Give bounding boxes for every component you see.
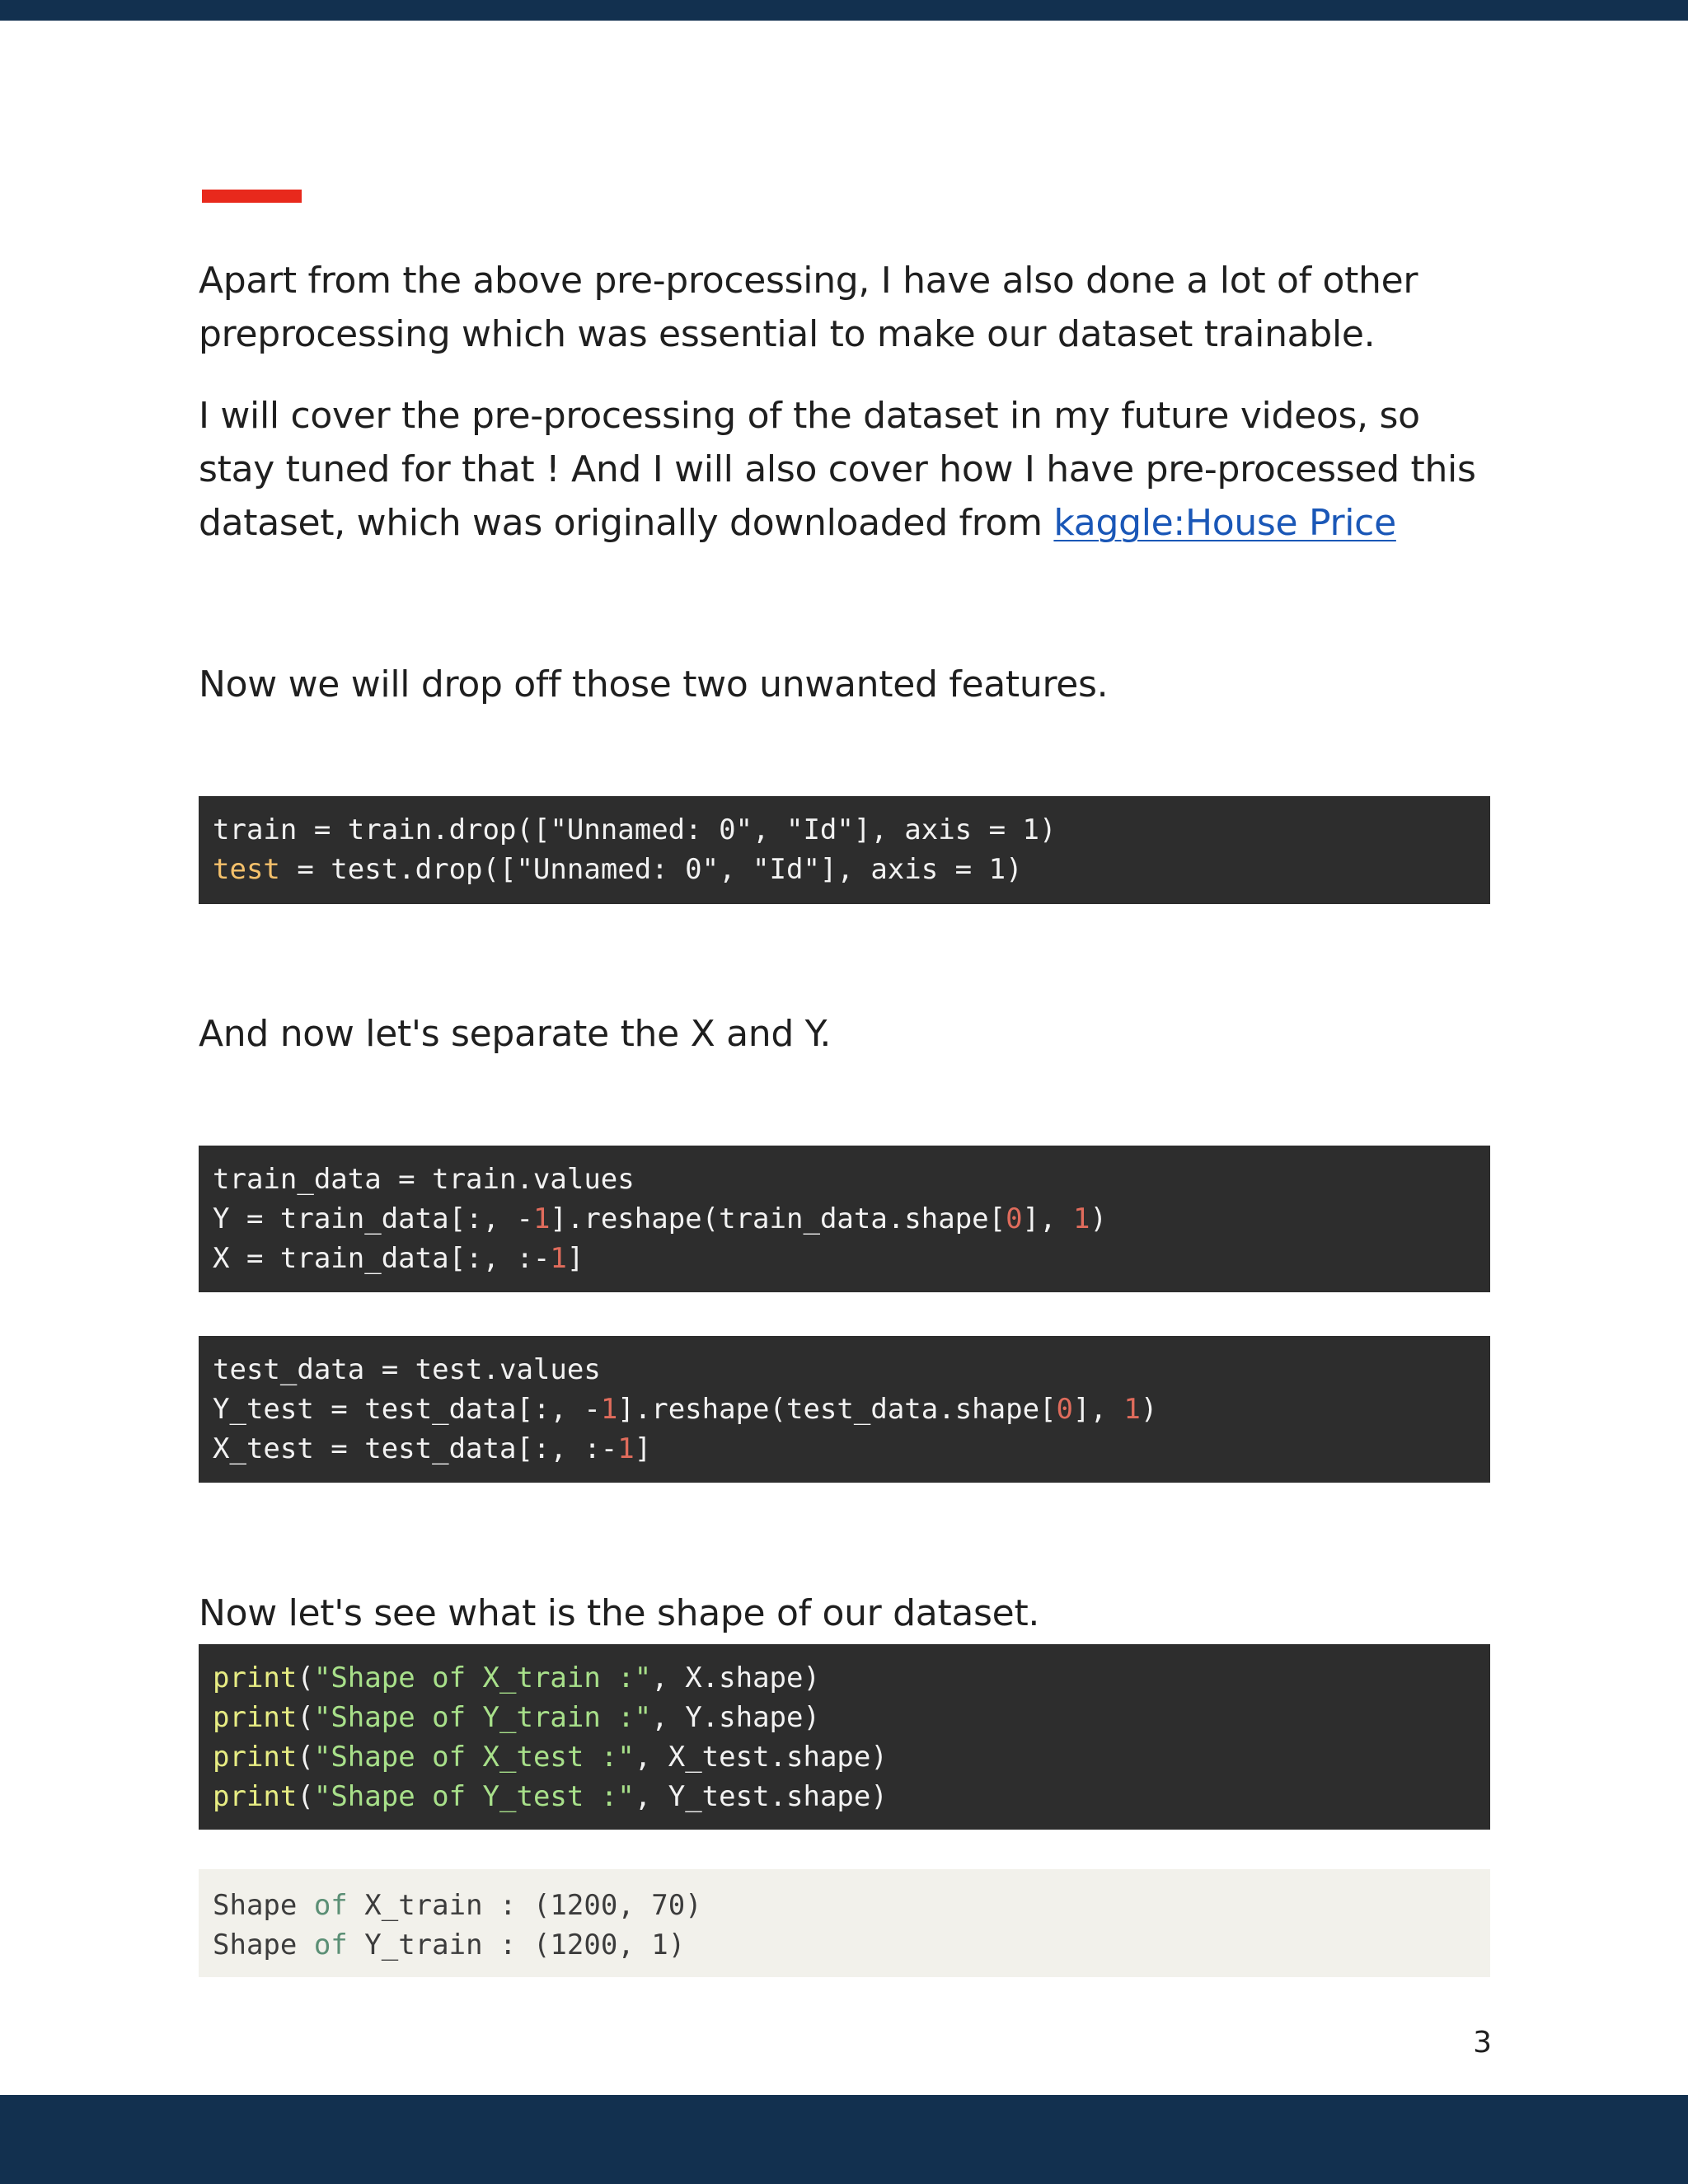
- code-function: print: [213, 1780, 298, 1813]
- code-number: 1: [532, 1202, 551, 1235]
- paragraph-future-videos: [199, 389, 1493, 550]
- code-text: ],: [1022, 1202, 1074, 1235]
- code-line: train_data = train.values: [213, 1163, 635, 1196]
- code-text: ): [1090, 1202, 1107, 1235]
- code-text: ): [1140, 1393, 1158, 1426]
- code-number: 1: [550, 1242, 567, 1275]
- code-block-print-shapes: [199, 1644, 1490, 1830]
- code-number: 1: [600, 1393, 618, 1426]
- output-keyword: of: [313, 1889, 348, 1922]
- output-line: [213, 1925, 1476, 1965]
- code-line: [213, 1239, 1476, 1278]
- code-string: "Shape of X_test :": [313, 1741, 635, 1774]
- kaggle-link[interactable]: kaggle:House Price: [1053, 502, 1396, 544]
- code-string: "Shape of Y_train :": [313, 1701, 652, 1734]
- code-text: ]: [566, 1242, 584, 1275]
- code-text: , X_test.shape): [634, 1741, 888, 1774]
- code-string: "Shape of X_train :": [313, 1661, 652, 1694]
- code-line: print("Shape of X_test :", X_test.shape): [213, 1741, 888, 1774]
- code-text: , Y.shape): [651, 1701, 820, 1734]
- code-line: [213, 1390, 1476, 1429]
- code-number: 1: [617, 1432, 635, 1465]
- output-text: Shape: [213, 1889, 314, 1922]
- code-text: X_test = test_data[:, :-: [213, 1432, 618, 1465]
- code-text: ],: [1073, 1393, 1124, 1426]
- output-keyword: of: [313, 1929, 348, 1961]
- code-line: print("Shape of Y_train :", Y.shape): [213, 1701, 820, 1734]
- top-banner: [0, 0, 1688, 21]
- code-number: 1: [1073, 1202, 1090, 1235]
- output-block: [199, 1869, 1490, 1977]
- accent-dash: [202, 190, 302, 203]
- code-text: ]: [634, 1432, 652, 1465]
- output-text: Shape: [213, 1929, 314, 1961]
- paragraph-future-videos-text: I will cover the pre-processing of the dataset in my future videos, so stay tuned for that ! And I will also cover how I have pre-processed this dataset, which was originally downloaded from: [199, 395, 1476, 544]
- code-function: print: [213, 1741, 298, 1774]
- paragraph-shape: Now let's see what is the shape of our dataset.: [199, 1592, 1040, 1634]
- code-line: [213, 850, 1476, 889]
- code-block-drop: [199, 796, 1490, 904]
- code-line: [213, 1199, 1476, 1239]
- output-line: [213, 1886, 1476, 1925]
- code-text: , Y_test.shape): [634, 1780, 888, 1813]
- code-block-test-split: [199, 1336, 1490, 1483]
- output-text: Y_train : (1200, 1): [347, 1929, 686, 1961]
- code-number: 1: [1123, 1393, 1141, 1426]
- code-text: Y = train_data[:, -: [213, 1202, 533, 1235]
- output-text: X_train : (1200, 70): [347, 1889, 702, 1922]
- code-string: "Shape of Y_test :": [313, 1780, 635, 1813]
- code-line: print("Shape of X_train :", X.shape): [213, 1661, 820, 1694]
- code-number: 0: [1056, 1393, 1073, 1426]
- paragraph-separate: And now let's separate the X and Y.: [199, 1013, 832, 1055]
- code-line: train = train.drop(["Unnamed: 0", "Id"], axis = 1): [213, 813, 1057, 846]
- code-text: X = train_data[:, :-: [213, 1242, 551, 1275]
- bottom-banner: [0, 2095, 1688, 2184]
- code-number: 0: [1006, 1202, 1023, 1235]
- code-function: print: [213, 1701, 298, 1734]
- code-text: Y_test = test_data[:, -: [213, 1393, 601, 1426]
- code-function: print: [213, 1661, 298, 1694]
- code-variable: test: [213, 853, 280, 886]
- code-text: = test.drop(["Unnamed: 0", "Id"], axis = 1): [279, 853, 1023, 886]
- paragraph-drop-features: Now we will drop off those two unwanted features.: [199, 663, 1109, 705]
- code-line: test_data = test.values: [213, 1353, 601, 1386]
- page-number: 3: [1473, 2026, 1492, 2060]
- code-text: ].reshape(test_data.shape[: [617, 1393, 1057, 1426]
- code-line: [213, 1429, 1476, 1469]
- code-line: print("Shape of Y_test :", Y_test.shape): [213, 1780, 888, 1813]
- paragraph-preprocessing: Apart from the above pre-processing, I have also done a lot of other preprocessing which was essential to make our dataset trainable.: [199, 260, 1418, 355]
- code-text: ].reshape(train_data.shape[: [550, 1202, 1006, 1235]
- code-block-train-split: [199, 1146, 1490, 1292]
- code-text: , X.shape): [651, 1661, 820, 1694]
